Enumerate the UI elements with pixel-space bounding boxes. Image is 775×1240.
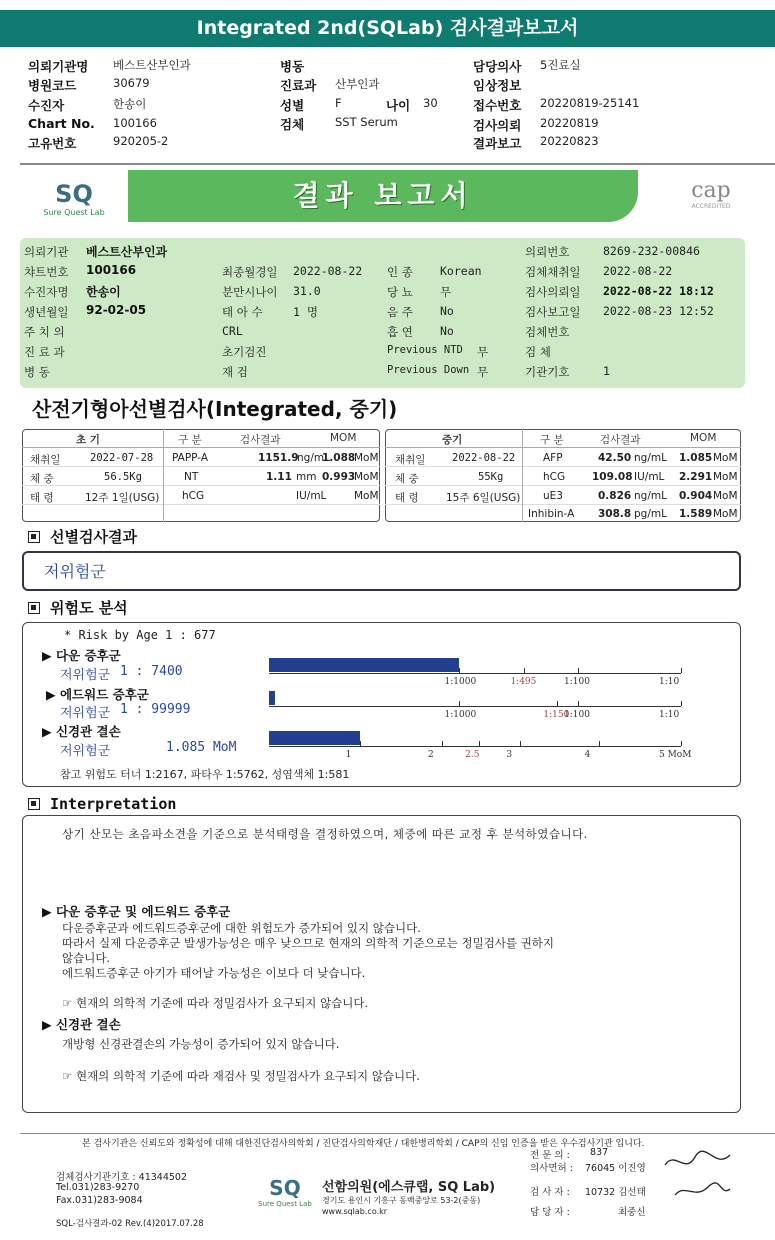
patient-value: 한송이 [86, 285, 121, 299]
footer-org: 선함의원(에스큐랩, SQ Lab) [322, 1180, 496, 1195]
down-risk-tick-label: 1:10 [659, 677, 680, 687]
risk-section-title [28, 597, 128, 618]
edwards-risk-axis [269, 706, 681, 707]
col-header: 구 분 [178, 434, 202, 446]
footer-sq-logo [255, 1176, 315, 1208]
down-risk-tick-label: 1:100 [564, 677, 590, 687]
ntd-risk-tick [599, 741, 600, 746]
patient-label: 검체채취일 [525, 265, 581, 279]
test-mom: 1.589 [679, 508, 713, 520]
interp-text: 다운증후군과 에드워드증후군에 대한 위험도가 증가되어 있지 않습니다. [62, 921, 421, 935]
patient-label: Previous Down [387, 364, 470, 376]
edwards-title: ▶ 에드워드 증후군 [46, 687, 149, 702]
signer-label: 담 당 자 : [530, 1207, 570, 1218]
footer-sq-logo-sub: Sure Quest Lab [258, 1200, 312, 1208]
header-label: 접수번호 [473, 98, 522, 113]
ntd-risk-tick-label: 2.5 [465, 750, 480, 760]
header-label: 검체 [280, 117, 305, 132]
footer-tel: Tel.031)283-9270 [56, 1182, 140, 1193]
test-name: NT [184, 471, 199, 483]
edwards-risk-tick-label: 1:1000 [444, 710, 477, 720]
mid-info-label: 채취일 [395, 454, 426, 466]
test-mom-unit: MoM [713, 471, 738, 483]
signature-icon [660, 1145, 740, 1205]
header-label: 수진자 [28, 98, 65, 113]
report-title: 결과 보고서 [292, 179, 474, 212]
patient-value: 2022-08-23 12:52 [603, 304, 714, 318]
header-label: 결과보고 [473, 136, 522, 151]
patient-value: 무 [477, 345, 489, 359]
ntd-risk-tick-label: 2 [428, 750, 434, 760]
patient-value: 92-02-05 [86, 303, 147, 317]
ntd-risk-tick [360, 741, 361, 746]
test-mom: 0.904 [679, 490, 713, 502]
top-banner: Integrated 2nd(SQLab) 검사결과보고서 [0, 10, 775, 47]
header-label: 고유번호 [28, 136, 77, 151]
interp-heading: ▶ 다운 증후군 및 에드워드 증후군 [42, 904, 231, 919]
header-value: 20220823 [540, 134, 599, 148]
header-value: 5진료실 [540, 58, 581, 72]
edwards-risk-bar [269, 691, 275, 705]
ntd-value: 1.085 MoM [166, 740, 237, 755]
col-header: 검사결과 [600, 434, 641, 446]
test-mom: 1.088 [322, 452, 356, 464]
footer-fax: Fax.031)283-9084 [56, 1195, 143, 1206]
test-unit: ng/mL [634, 452, 667, 464]
test-value: 109.08 [592, 471, 633, 483]
col-header: MOM [690, 432, 717, 444]
patient-label: 검 체 [525, 345, 551, 359]
patient-label: 기관기호 [525, 365, 570, 379]
patient-label: 검사의뢰일 [525, 285, 581, 299]
table-divider [22, 504, 380, 505]
signer-label: 의사면허 : [530, 1163, 573, 1174]
down-risk-tick [578, 668, 579, 673]
patient-value: 1 명 [293, 305, 318, 319]
patient-label: 분만시나이 [222, 285, 278, 299]
test-unit: IU/mL [296, 490, 327, 502]
test-name: AFP [543, 452, 563, 464]
footer-form: SQL-검사결과-02 Rev.(4)2017.07.28 [56, 1219, 204, 1229]
patient-value: 31.0 [293, 284, 321, 298]
test-unit: IU/mL [634, 471, 665, 483]
test-unit: mm [296, 471, 317, 483]
interp-section-title [28, 795, 176, 813]
patient-label: 당 뇨 [387, 285, 413, 299]
ntd-label: 저위험군 [60, 744, 111, 759]
mid-title: 중기 [442, 434, 463, 446]
edwards-risk-tick [557, 701, 558, 706]
early-info-value: 12주 1일(USG) [85, 492, 160, 504]
test-mom-unit: MoM [713, 452, 738, 464]
table-divider [385, 485, 741, 486]
screening-section-label: 선별검사결과 [50, 528, 137, 546]
ntd-risk-tick [681, 741, 682, 746]
square-bullet-icon [28, 602, 40, 614]
test-value: 0.826 [598, 490, 632, 502]
early-info-label: 체 중 [30, 473, 54, 485]
test-mom-unit: MoM [354, 471, 379, 483]
footer-code: 검체검사기관기호 : 41344502 [56, 1172, 188, 1183]
early-info-value: 2022-07-28 [90, 452, 154, 464]
signer-value: 76045 이진영 [585, 1163, 646, 1174]
test-name: PAPP-A [172, 452, 209, 464]
table-divider [522, 429, 523, 522]
patient-value: No [440, 304, 454, 318]
header-label: 검사의뢰 [473, 118, 522, 133]
patient-value: 8269-232-00846 [603, 244, 700, 258]
patient-value: 1 [603, 364, 611, 378]
square-bullet-icon [28, 798, 40, 810]
header-label: 병동 [280, 59, 305, 74]
early-title: 초 기 [76, 434, 100, 446]
patient-value: 2022-08-22 [293, 264, 363, 278]
patient-label: 음 주 [387, 305, 413, 319]
down-risk-tick [524, 668, 525, 673]
test-name: hCG [182, 490, 205, 502]
signer-label: 전 문 의 : [530, 1150, 570, 1161]
col-header: MOM [330, 432, 357, 444]
patient-value: 2022-08-22 18:12 [603, 284, 714, 298]
down-label: 저위험군 [60, 668, 111, 683]
header-value: 30679 [113, 76, 150, 90]
mid-info-value: 2022-08-22 [452, 452, 516, 464]
patient-label: CRL [222, 324, 243, 338]
test-mom: 1.085 [679, 452, 713, 464]
col-header: 검사결과 [240, 434, 281, 446]
edwards-risk-tick [681, 701, 682, 706]
test-value: 1151.9 [258, 452, 299, 464]
mid-info-label: 태 령 [395, 492, 419, 504]
interp-note: ☞ 현재의 의학적 기준에 따라 재검사 및 정밀검사가 요구되지 않습니다. [62, 1069, 420, 1083]
main-title: 산전기형아선별검사(Integrated, 중기) [32, 397, 398, 421]
screening-section-title [28, 526, 137, 547]
interp-text: 따라서 실제 다운증후군 발생가능성은 매우 낮으므로 현재의 의학적 기준으로는 정밀검사를 권하지 [62, 936, 555, 950]
patient-value: 무 [477, 365, 489, 379]
header-divider [20, 163, 775, 165]
ntd-risk-tick [479, 741, 480, 746]
test-unit: ng/mL [634, 490, 667, 502]
ntd-risk-tick-label: 3 [506, 750, 513, 760]
signer-label: 검 사 자 : [530, 1187, 570, 1198]
test-unit: ng/mL [297, 452, 330, 464]
interp-text: 에드워드증후군 아기가 태어날 가능성은 이보다 더 낮습니다. [62, 966, 366, 980]
down-risk-tick-label: 1:495 [510, 677, 537, 687]
header-value: 100166 [113, 116, 157, 130]
patient-label: 챠트번호 [24, 265, 69, 279]
footer-addr: 경기도 용인시 기흥구 동백중앙로 53-2(중동) [322, 1196, 481, 1205]
test-mom-unit: MoM [354, 490, 379, 502]
footer-sq-logo-text: SQ [269, 1176, 301, 1200]
patient-label: 진 료 과 [24, 345, 65, 359]
down-risk-bar [269, 658, 459, 672]
header-value: 베스트산부인과 [113, 58, 191, 72]
cap-logo [676, 178, 746, 210]
screening-result: 저위험군 [44, 562, 106, 581]
edwards-label: 저위험군 [60, 706, 111, 721]
test-value: 1.11 [266, 471, 292, 483]
header-value: 한송이 [113, 97, 147, 111]
interp-heading: ▶ 신경관 결손 [42, 1017, 121, 1032]
edwards-risk-tick-label: 1:150 [543, 710, 570, 720]
ntd-risk-tick [442, 741, 443, 746]
footer-cert: 본 검사기관은 신뢰도와 정확성에 대해 대한진단검사의학회 / 진단검사의학재단 / 대한병리학회 / CAP의 신임 인증을 받은 우수검사기관 입니다. [82, 1139, 645, 1149]
header-label: 성별 [280, 98, 305, 113]
risk-section-label: 위험도 분석 [50, 599, 128, 617]
test-name: hCG [543, 471, 566, 483]
down-risk-tick [459, 668, 460, 673]
signer-value: 최중신 [618, 1207, 646, 1218]
patient-value: 베스트산부인과 [86, 245, 168, 259]
screening-result-box [22, 551, 741, 591]
test-name: uE3 [543, 490, 563, 502]
table-divider [22, 447, 380, 448]
sq-logo-text: SQ [55, 180, 93, 208]
table-divider [22, 485, 380, 486]
test-mom-unit: MoM [354, 452, 379, 464]
table-divider [385, 504, 741, 505]
patient-label: 의뢰기관 [24, 245, 69, 259]
interp-note: ☞ 현재의 의학적 기준에 따라 정밀검사가 요구되지 않습니다. [62, 996, 369, 1010]
interp-intro: 상기 산모는 초음파소견을 기준으로 분석태령을 결정하였으며, 체중에 따른 교정 후 분석하였습니다. [62, 827, 588, 841]
header-value: 20220819-25141 [540, 96, 640, 110]
ntd-title: ▶ 신경관 결손 [42, 724, 121, 739]
ntd-risk-tick [520, 741, 521, 746]
test-name: Inhibin-A [528, 508, 575, 520]
ntd-risk-bar [269, 731, 360, 745]
header-value: F [335, 96, 342, 110]
patient-label: 태 아 수 [222, 305, 263, 319]
test-value: 308.8 [598, 508, 632, 520]
patient-label: 병 동 [24, 365, 50, 379]
edwards-risk-tick [578, 701, 579, 706]
patient-label: 의뢰번호 [525, 245, 570, 259]
test-unit: pg/mL [634, 508, 667, 520]
footer-divider [20, 1133, 775, 1134]
interp-section-label: Interpretation [50, 795, 177, 813]
patient-value: 무 [440, 285, 452, 299]
edwards-risk-tick-label: 1:10 [659, 710, 680, 720]
patient-label: 생년월일 [24, 305, 69, 319]
down-risk-axis [269, 673, 681, 674]
header-label: 병원코드 [28, 78, 77, 93]
risk-reference: 참고 위험도 터너 1:2167, 파타우 1:5762, 성염색체 1:581 [60, 768, 350, 781]
sq-logo-sub: Sure Quest Lab [43, 208, 105, 217]
header-label: 임상정보 [473, 78, 522, 93]
down-title: ▶ 다운 증후군 [42, 648, 121, 663]
ntd-risk-tick-label: 5 MoM [659, 750, 692, 760]
header-value: 20220819 [540, 116, 599, 130]
mid-info-label: 체 중 [395, 473, 419, 485]
signer-value: 10732 김선태 [585, 1187, 646, 1198]
down-value: 1 : 7400 [120, 664, 183, 679]
footer-web: www.sqlab.co.kr [322, 1207, 388, 1216]
mid-info-value: 15주 6일(USG) [446, 492, 521, 504]
header-label: 담당의사 [473, 59, 522, 74]
table-divider [385, 447, 741, 448]
patient-label: 초기검진 [222, 345, 267, 359]
patient-label: 재 검 [222, 365, 248, 379]
edwards-risk-tick-label: 1:100 [564, 710, 590, 720]
header-value: SST Serum [335, 115, 398, 129]
patient-label: 주 치 의 [24, 325, 65, 339]
test-mom: 0.993 [322, 471, 356, 483]
down-risk-tick [681, 668, 682, 673]
patient-label: 검체번호 [525, 325, 570, 339]
test-mom-unit: MoM [713, 490, 738, 502]
patient-label: 수진자명 [24, 285, 69, 299]
table-divider [22, 466, 380, 467]
signer-value: 837 [590, 1147, 609, 1158]
interp-text: 개방형 신경관결손의 가능성이 증가되어 있지 않습니다. [62, 1037, 340, 1051]
test-mom: 2.291 [679, 471, 713, 483]
header-value: 30 [423, 96, 438, 110]
square-bullet-icon [28, 531, 40, 543]
patient-label: 최종월경일 [222, 265, 278, 279]
sq-logo [34, 180, 114, 217]
cap-logo-sub: ACCREDITED [691, 203, 731, 210]
early-info-value: 56.5Kg [104, 471, 142, 483]
patient-value: 2022-08-22 [603, 264, 673, 278]
table-divider [385, 466, 741, 467]
edwards-risk-tick [459, 701, 460, 706]
header-label: Chart No. [28, 116, 95, 131]
risk-by-age: * Risk by Age 1 : 677 [64, 628, 216, 642]
patient-value: 100166 [86, 263, 137, 277]
edwards-value: 1 : 99999 [120, 702, 191, 717]
test-value: 42.50 [598, 452, 632, 464]
col-header: 구 분 [540, 434, 564, 446]
ntd-risk-tick-label: 4 [584, 750, 591, 760]
header-label: 진료과 [280, 78, 317, 93]
patient-value: No [440, 324, 454, 338]
patient-label: Previous NTD [387, 344, 463, 356]
patient-label: 인 종 [387, 265, 413, 279]
patient-label: 검사보고일 [525, 305, 581, 319]
header-value: 920205-2 [113, 134, 169, 148]
header-value: 산부인과 [335, 77, 380, 91]
patient-value: Korean [440, 264, 482, 278]
early-info-label: 태 령 [30, 492, 54, 504]
mid-info-value: 55Kg [478, 471, 504, 483]
ntd-risk-tick-label: 1 [345, 750, 352, 760]
header-label: 의뢰기관명 [28, 59, 89, 74]
ntd-risk-axis [269, 746, 681, 747]
interp-text: 않습니다. [62, 951, 111, 965]
cap-logo-text: cap [691, 178, 731, 203]
patient-label: 흡 연 [387, 325, 413, 339]
header-label: 나이 [386, 98, 411, 113]
down-risk-tick-label: 1:1000 [444, 677, 477, 687]
table-divider [163, 429, 164, 522]
early-info-label: 채취일 [30, 454, 61, 466]
test-mom-unit: MoM [713, 508, 738, 520]
